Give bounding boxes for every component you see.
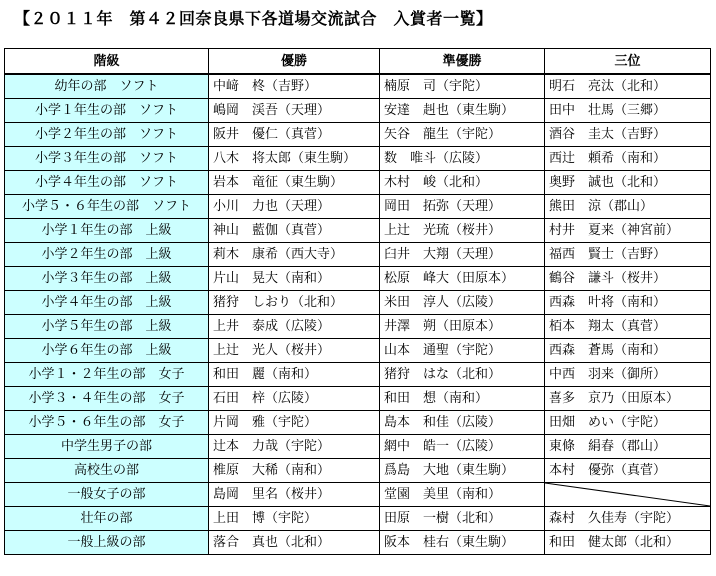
category-cell: 壮年の部 — [5, 507, 209, 531]
category-cell: 一般女子の部 — [5, 483, 209, 507]
page-title: 【２０１１年 第４２回奈良県下各道場交流試合 入賞者一覧】 — [14, 9, 493, 28]
category-cell: 小学５・６年生の部 女子 — [5, 411, 209, 435]
table-row — [5, 147, 711, 171]
category-cell: 小学２年生の部 上級 — [5, 243, 209, 267]
header-second: 準優勝 — [380, 49, 545, 75]
second-place-cell: 安達 赳也（東生駒） — [380, 99, 545, 123]
header-category: 階級 — [5, 49, 209, 75]
category-cell: 小学３年生の部 上級 — [5, 267, 209, 291]
first-place-cell: 片山 晃大（南和） — [209, 267, 380, 291]
first-place-cell: 上田 博（宇陀） — [209, 507, 380, 531]
first-place-cell: 椎原 大稀（南和） — [209, 459, 380, 483]
table-row — [5, 531, 711, 555]
first-place-cell: 上井 泰成（広陵） — [209, 315, 380, 339]
third-place-cell: 西森 蒼馬（南和） — [545, 339, 711, 363]
third-place-cell: 西辻 頼希（南和） — [545, 147, 711, 171]
diagonal-line — [545, 483, 710, 506]
results-table — [4, 48, 711, 555]
second-place-cell: 矢谷 龍生（宇陀） — [380, 123, 545, 147]
second-place-cell: 田原 一樹（北和） — [380, 507, 545, 531]
second-place-cell: 阪本 桂右（東生駒） — [380, 531, 545, 555]
first-place-cell: 阪井 優仁（真菅） — [209, 123, 380, 147]
category-cell: 小学１年生の部 上級 — [5, 219, 209, 243]
third-place-cell: 熊田 涼（郡山） — [545, 195, 711, 219]
second-place-cell: 和田 想（南和） — [380, 387, 545, 411]
table-row — [5, 315, 711, 339]
first-place-cell: 小川 力也（天理） — [209, 195, 380, 219]
table-row — [5, 387, 711, 411]
first-place-cell: 八木 将太郎（東生駒） — [209, 147, 380, 171]
category-cell: 中学生男子の部 — [5, 435, 209, 459]
third-place-cell: 中西 羽来（御所） — [545, 363, 711, 387]
second-place-cell: 猪狩 はな（北和） — [380, 363, 545, 387]
category-cell: 小学１年生の部 ソフト — [5, 99, 209, 123]
third-place-cell: 和田 健太郎（北和） — [545, 531, 711, 555]
category-cell: 小学５年生の部 上級 — [5, 315, 209, 339]
table-row — [5, 219, 711, 243]
first-place-cell: 片岡 雅（宇陀） — [209, 411, 380, 435]
first-place-cell: 落合 真也（北和） — [209, 531, 380, 555]
category-cell: 小学２年生の部 ソフト — [5, 123, 209, 147]
category-cell: 小学３年生の部 ソフト — [5, 147, 209, 171]
header-row — [5, 49, 711, 75]
second-place-cell: 岡田 拓弥（天理） — [380, 195, 545, 219]
table-row — [5, 435, 711, 459]
first-place-cell: 辻本 力哉（宇陀） — [209, 435, 380, 459]
table-row — [5, 74, 711, 99]
second-place-cell: 山本 通聖（宇陀） — [380, 339, 545, 363]
second-place-cell: 爲島 大地（東生駒） — [380, 459, 545, 483]
table-row — [5, 195, 711, 219]
third-place-cell: 明石 亮汰（北和） — [545, 74, 711, 99]
category-cell: 小学３・４年生の部 女子 — [5, 387, 209, 411]
table-row — [5, 171, 711, 195]
table-row — [5, 507, 711, 531]
second-place-cell: 米田 淳人（広陵） — [380, 291, 545, 315]
first-place-cell: 岩本 竜征（東生駒） — [209, 171, 380, 195]
first-place-cell: 島岡 里名（桜井） — [209, 483, 380, 507]
third-place-cell: 鶴谷 謙斗（桜井） — [545, 267, 711, 291]
third-place-cell: 本村 優弥（真菅） — [545, 459, 711, 483]
table-row — [5, 99, 711, 123]
second-place-cell: 上辻 光琉（桜井） — [380, 219, 545, 243]
third-place-cell: 田中 壮馬（三郷） — [545, 99, 711, 123]
first-place-cell: 石田 梓（広陵） — [209, 387, 380, 411]
second-place-cell: 木村 峻（北和） — [380, 171, 545, 195]
third-place-cell: 酒谷 圭太（吉野） — [545, 123, 711, 147]
third-place-cell: 森村 久佳寿（宇陀） — [545, 507, 711, 531]
third-place-cell: 栢本 翔太（真菅） — [545, 315, 711, 339]
table-row — [5, 363, 711, 387]
third-place-cell: 西森 叶将（南和） — [545, 291, 711, 315]
results-body — [5, 74, 711, 555]
category-cell: 高校生の部 — [5, 459, 209, 483]
category-cell: 小学４年生の部 ソフト — [5, 171, 209, 195]
table-row — [5, 411, 711, 435]
category-cell: 小学４年生の部 上級 — [5, 291, 209, 315]
second-place-cell: 数 唯斗（広陵） — [380, 147, 545, 171]
category-cell: 小学６年生の部 上級 — [5, 339, 209, 363]
first-place-cell: 嶋岡 渓吾（天理） — [209, 99, 380, 123]
third-place-cell: 喜多 京乃（田原本） — [545, 387, 711, 411]
third-place-cell: 福西 賢士（吉野） — [545, 243, 711, 267]
first-place-cell: 猪狩 しおり（北和） — [209, 291, 380, 315]
table-row — [5, 243, 711, 267]
category-cell: 幼年の部 ソフト — [5, 74, 209, 99]
second-place-cell: 網中 皓一（広陵） — [380, 435, 545, 459]
table-row — [5, 339, 711, 363]
second-place-cell: 臼井 大翔（天理） — [380, 243, 545, 267]
second-place-cell: 楠原 司（宇陀） — [380, 74, 545, 99]
second-place-cell: 松原 峰大（田原本） — [380, 267, 545, 291]
second-place-cell: 島本 和佳（広陵） — [380, 411, 545, 435]
first-place-cell: 和田 麗（南和） — [209, 363, 380, 387]
first-place-cell: 中﨑 柊（吉野） — [209, 74, 380, 99]
table-row — [5, 267, 711, 291]
second-place-cell: 井澤 朔（田原本） — [380, 315, 545, 339]
table-row — [5, 291, 711, 315]
first-place-cell: 上辻 光人（桜井） — [209, 339, 380, 363]
category-cell: 小学１・２年生の部 女子 — [5, 363, 209, 387]
category-cell: 一般上級の部 — [5, 531, 209, 555]
third-place-cell: 奥野 誠也（北和） — [545, 171, 711, 195]
category-cell: 小学５・６年生の部 ソフト — [5, 195, 209, 219]
table-row — [5, 483, 711, 507]
table-row — [5, 123, 711, 147]
second-place-cell: 堂園 美里（南和） — [380, 483, 545, 507]
third-place-cell: 田畑 めい（宇陀） — [545, 411, 711, 435]
third-place-cell: 村井 夏来（神宮前） — [545, 219, 711, 243]
empty-cell — [545, 483, 711, 507]
third-place-cell: 東條 絹春（郡山） — [545, 435, 711, 459]
header-first: 優勝 — [209, 49, 380, 75]
table-row — [5, 459, 711, 483]
first-place-cell: 莉木 康希（西大寺） — [209, 243, 380, 267]
first-place-cell: 神山 藍伽（真菅） — [209, 219, 380, 243]
header-third: 三位 — [545, 49, 711, 75]
